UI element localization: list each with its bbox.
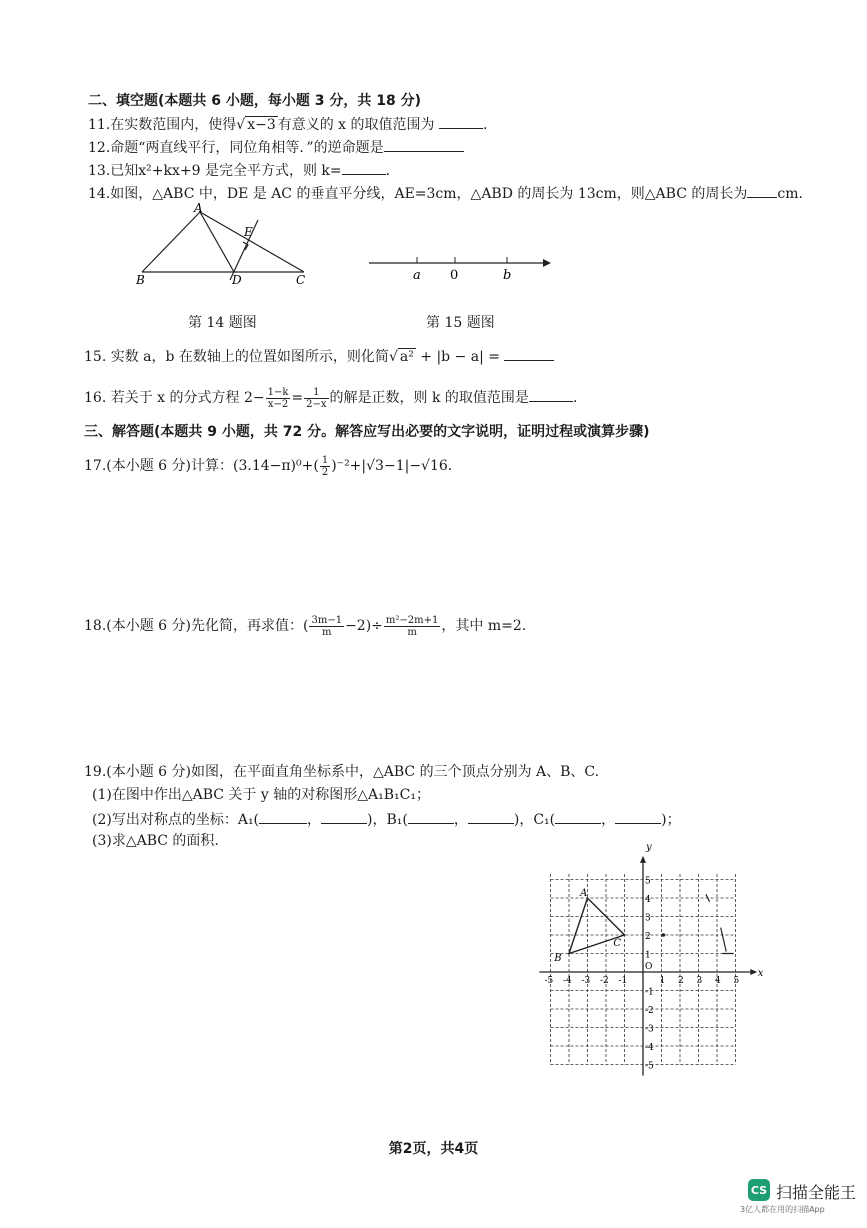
y-axis-label: y <box>646 841 652 853</box>
q19-comma: ， <box>453 812 468 828</box>
q17-post: )⁻²+|√3−1|−√16. <box>331 458 453 474</box>
figure-14 <box>130 200 320 292</box>
x-tick-label: O <box>645 962 653 972</box>
q14-number: 14. <box>88 186 111 202</box>
label-a: A <box>194 201 203 215</box>
q14-answer-blank[interactable] <box>747 183 777 198</box>
y-tick-label: -3 <box>645 1024 654 1035</box>
q17-number: 17. <box>84 458 107 474</box>
q18-number: 18. <box>84 618 107 634</box>
q12-text: 命题“两直线平行，同位角相等．”的逆命题是 <box>110 140 384 156</box>
section2-heading: 二、填空题(本题共 6 小题，每小题 3 分，共 18 分) <box>88 93 422 109</box>
q16-pre: 若关于 x 的分式方程 2− <box>110 390 265 406</box>
x-tick-label: -5 <box>544 976 554 986</box>
y-tick-label: 3 <box>645 913 651 924</box>
x-tick-label: -2 <box>600 976 609 986</box>
label-c: C <box>296 273 306 287</box>
y-tick-label: 4 <box>645 895 651 905</box>
q15-pre: 实数 a，b 在数轴上的位置如图所示，则化简 <box>110 349 389 365</box>
q19-close: )， <box>513 812 534 828</box>
coordinate-grid[interactable] <box>544 838 776 1076</box>
q12-number: 12. <box>88 140 111 156</box>
question-13: 13.已知x²+kx+9 是完全平方式，则 k= . <box>88 160 390 180</box>
x-tick-label: -1 <box>618 976 628 986</box>
q19-part1: (1)在图中作出△ABC 关于 y 轴的对称图形△A₁B₁C₁； <box>92 787 430 803</box>
q16-f2-numerator: 1 <box>304 387 328 399</box>
section3-heading: 三、解答题(本题共 9 小题，共 72 分。解答应写出必要的文字说明，证明过程或演算步骤) <box>84 424 650 440</box>
a1-x-blank[interactable] <box>259 809 307 824</box>
q13-text: 已知x²+kx+9 是完全平方式，则 k= <box>110 163 342 179</box>
q16-fraction-1 <box>266 387 291 410</box>
q15-post: + |b − a| = <box>420 349 501 365</box>
label-a: a <box>413 268 421 283</box>
y-tick-label: 2 <box>645 932 651 942</box>
camscanner-tagline: 3亿人都在用的扫描App <box>740 1205 825 1214</box>
label-e: E <box>244 225 253 239</box>
b1-x-blank[interactable] <box>408 809 454 824</box>
q19-part2 <box>92 809 681 829</box>
q19-intro: (本小题 6 分)如图，在平面直角坐标系中，△ABC 的三个顶点分别为 A、B、C. <box>106 764 600 780</box>
q19-end: )； <box>661 812 681 828</box>
label-d: D <box>232 273 242 287</box>
x-tick-label: 5 <box>733 976 740 986</box>
q19-close: )， <box>367 812 387 828</box>
q11-post: 有意义的 x 的取值范围为 <box>277 117 435 133</box>
q16-f1-denominator: x−2 <box>267 398 289 410</box>
y-tick-label: -4 <box>645 1043 654 1053</box>
figure-15 <box>365 250 555 284</box>
q17-pre: (本小题 6 分)计算：(3.14−π)⁰+( <box>106 458 319 474</box>
label-b: B <box>136 273 145 287</box>
q16-answer-blank[interactable] <box>529 387 573 402</box>
side-ab <box>142 212 200 272</box>
y-tick-label: -2 <box>645 1006 654 1016</box>
page-footer: 第2页，共4页 <box>388 1141 479 1157</box>
q15-number: 15. <box>84 349 107 365</box>
q18-f2-denominator: m <box>407 626 417 638</box>
q18-post: ，其中 m=2. <box>441 618 527 634</box>
point-a-label: A <box>580 888 588 900</box>
question-12 <box>88 137 464 157</box>
c1-y-blank[interactable] <box>615 809 661 824</box>
q19-number: 19. <box>84 764 107 780</box>
q12-answer-blank[interactable] <box>384 137 464 152</box>
q18-fraction-1 <box>309 615 344 638</box>
a1-y-blank[interactable] <box>321 809 367 824</box>
x-tick-labels <box>545 962 740 986</box>
question-11: 11.在实数范围内，使得√ x−3 有意义的 x 的取值范围为 . <box>88 114 487 134</box>
q13-number: 13. <box>88 163 111 179</box>
x-tick-label: 3 <box>696 976 703 986</box>
camscanner-logo-icon: CS <box>748 1179 770 1201</box>
q18-fraction-2 <box>384 615 440 638</box>
q16-number: 16. <box>84 390 107 406</box>
question-16: 16. 若关于 x 的分式方程 2− $\frac{1-k}{x-2}$ = $\frac{1}{2-x}$ 的解是正数，则 k 的取值范围是 . <box>84 386 578 410</box>
fig14-caption: 第 14 题图 <box>188 315 257 331</box>
y-axis-arrow <box>640 856 646 863</box>
q13-answer-blank[interactable] <box>342 160 386 175</box>
q18-f1-denominator: m <box>322 626 332 638</box>
q15-answer-blank[interactable] <box>504 346 554 361</box>
q19-part3: (3)求△ABC 的面积. <box>92 833 219 849</box>
y-tick-label: -5 <box>645 1061 654 1072</box>
q17-fraction <box>320 455 330 478</box>
q11-number: 11. <box>88 117 111 133</box>
y-tick-label: 5 <box>645 876 651 887</box>
q19-part2-prefix: (2)写出对称点的坐标：A₁( <box>92 812 260 828</box>
fig15-caption: 第 15 题图 <box>426 315 495 331</box>
q11-answer-blank[interactable] <box>439 114 483 129</box>
q14-text: 如图，△ABC 中，DE 是 AC 的垂直平分线，AE=3cm，△ABD 的周长为 13cm，则△ABC 的周长为 <box>110 186 748 202</box>
q19-comma: ， <box>601 812 616 828</box>
q16-f2-denominator: 2−x <box>306 398 327 410</box>
label-b: b <box>503 268 512 283</box>
q17-numerator: 1 <box>321 454 329 466</box>
segment-ad <box>200 212 234 272</box>
y-tick-label: -1 <box>645 987 654 998</box>
y-tick-label: 1 <box>645 950 651 961</box>
x-tick-label: -3 <box>581 976 591 986</box>
q19-c1-label: C₁( <box>533 812 556 828</box>
q17-denominator: 2 <box>321 466 329 478</box>
x-tick-label: 1 <box>659 976 666 986</box>
y-tick-labels <box>645 877 654 1072</box>
b1-y-blank[interactable] <box>468 809 514 824</box>
question-19-intro <box>84 763 599 781</box>
point-b-label: B <box>554 952 562 964</box>
question-18 <box>84 612 526 640</box>
question-15: 15. 实数 a，b 在数轴上的位置如图所示，则化简√ a² + |b − a| = <box>84 346 554 366</box>
q18-pre: (本小题 6 分)先化简，再求值：( <box>106 618 309 634</box>
label-zero: 0 <box>450 268 459 283</box>
q18-mid: −2)÷ <box>345 618 383 634</box>
x-tick-label: -4 <box>563 976 572 986</box>
side-ac <box>200 212 304 272</box>
q11-radicand: x−3 <box>247 117 276 133</box>
q16-equals: = <box>291 390 304 406</box>
c1-x-blank[interactable] <box>555 809 601 824</box>
camscanner-logo-name: 扫描全能王 <box>776 1183 857 1202</box>
q16-fraction-2 <box>304 387 328 410</box>
q11-pre: 在实数范围内，使得 <box>110 117 237 133</box>
q19-comma: ， <box>307 812 322 828</box>
x-tick-label: 4 <box>715 976 721 986</box>
x-axis-label: x <box>757 968 764 979</box>
q16-f1-numerator: 1−k <box>267 386 289 398</box>
q15-radicand: a² <box>399 349 414 365</box>
pencil-mark <box>721 928 734 954</box>
number-line-arrow <box>543 259 551 267</box>
pencil-mark <box>662 933 666 937</box>
x-tick-label: 2 <box>678 976 684 986</box>
q18-f2-numerator: m²−2m+1 <box>385 614 439 626</box>
q18-f1-numerator: 3m−1 <box>311 614 343 626</box>
q19-b1-label: B₁( <box>386 812 408 828</box>
question-17 <box>84 452 452 480</box>
x-axis-arrow <box>750 969 757 975</box>
q16-post: 的解是正数，则 k 的取值范围是 <box>329 390 529 406</box>
point-c-label: C <box>613 938 622 950</box>
q14-unit: cm. <box>777 186 803 202</box>
